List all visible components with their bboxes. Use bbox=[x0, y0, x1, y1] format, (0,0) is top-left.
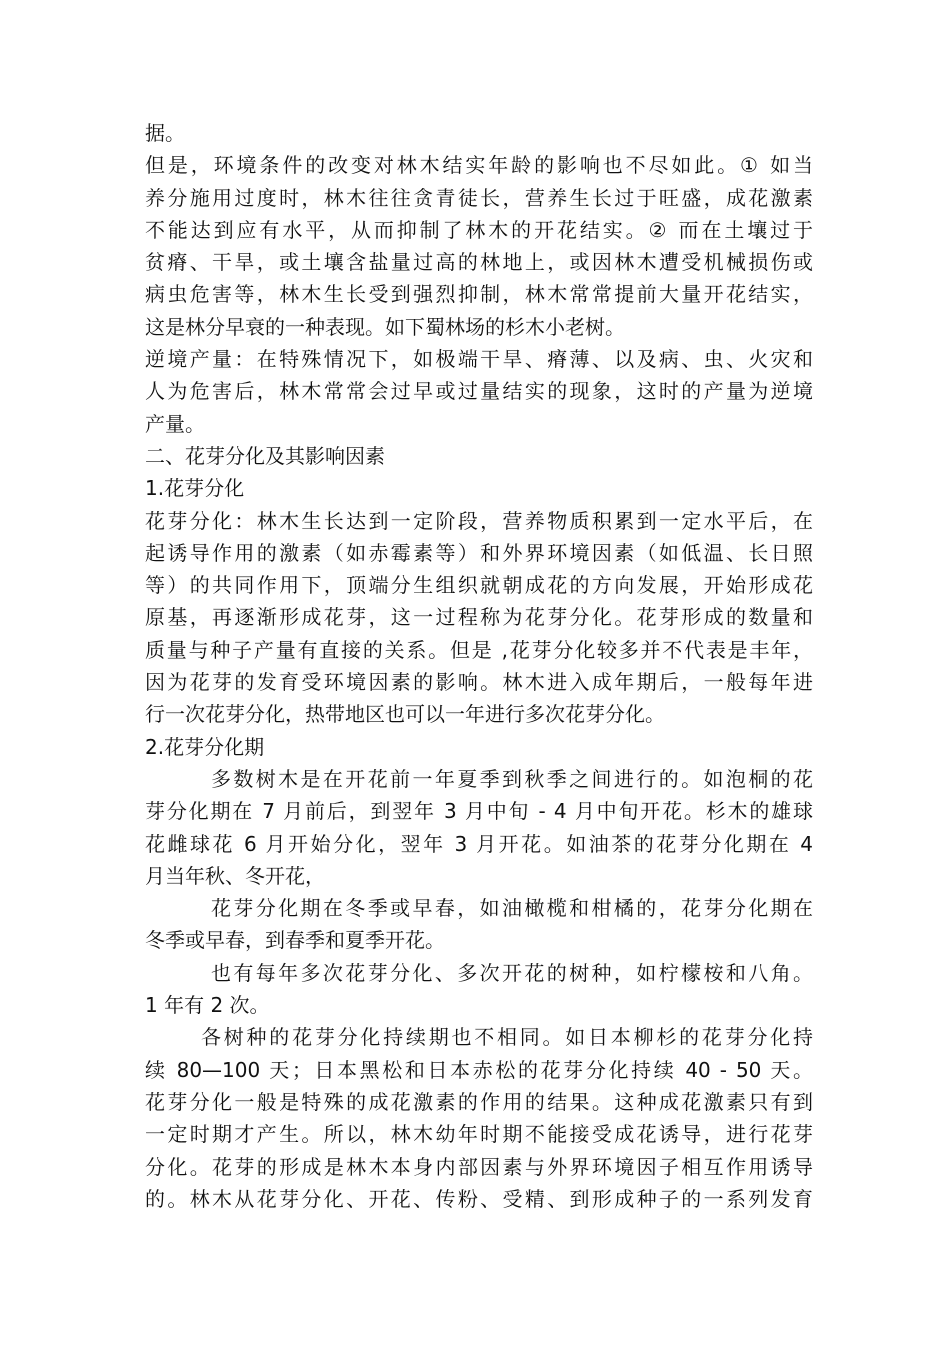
text-line: 行一次花芽分化，热带地区也可以一年进行多次花芽分化。 bbox=[145, 702, 665, 727]
text-line: 原基，再逐渐形成花芽，这一过程称为花芽分化。花芽形成的数量和 bbox=[145, 605, 813, 630]
text-line: 养分施用过度时，林木往往贪青徒长，营养生长过于旺盛，成花激素 bbox=[145, 185, 813, 210]
text-line: 芽分化期在 7 月前后，到翌年 3 月中旬 - 4 月中旬开花。杉木的雄球 bbox=[145, 799, 813, 824]
text-line: 产量。 bbox=[145, 411, 205, 436]
text-line: 据。 bbox=[145, 121, 185, 145]
text-line: 质量与种子产量有直接的关系。但是 ,花芽分化较多并不代表是丰年， bbox=[145, 637, 813, 662]
text-line: 月当年秋、冬开花， bbox=[145, 863, 325, 888]
text-line: 1 年有 2 次。 bbox=[145, 993, 270, 1018]
text-line: 花芽分化：林木生长达到一定阶段，营养物质积累到一定水平后，在 bbox=[145, 508, 813, 533]
text-line: 不能达到应有水平，从而抑制了林木的开花结实。② 而在土壤过于 bbox=[145, 217, 813, 242]
text-line: 分化。花芽的形成是林木本身内部因素与外界环境因子相互作用诱导 bbox=[145, 1154, 813, 1179]
text-line: 但是，环境条件的改变对林木结实年龄的影响也不尽如此。① 如当 bbox=[145, 153, 813, 178]
text-line: 等）的共同作用下，顶端分生组织就朝成花的方向发展，开始形成花 bbox=[145, 573, 813, 598]
text-line: 这是林分早衰的一种表现。如下蜀林场的杉木小老树。 bbox=[145, 314, 625, 339]
text-line: 花芽分化一般是特殊的成花激素的作用的结果。这种成花激素只有到 bbox=[145, 1089, 813, 1114]
text-line: 1.花芽分化 bbox=[145, 476, 245, 501]
text-line: 冬季或早春，到春季和夏季开花。 bbox=[145, 928, 445, 953]
text-line: 贫瘠、干旱，或土壤含盐量过高的林地上，或因林木遭受机械损伤或 bbox=[145, 250, 813, 275]
text-line: 各树种的花芽分化持续期也不相同。如日本柳杉的花芽分化持 bbox=[201, 1025, 813, 1050]
text-line: 续 80—100 天；日本黑松和日本赤松的花芽分化持续 40 - 50 天。 bbox=[145, 1057, 813, 1082]
text-line: 的。林木从花芽分化、开花、传粉、受精、到形成种子的一系列发育 bbox=[145, 1186, 813, 1211]
text-line: 花芽分化期在冬季或早春，如油橄榄和柑橘的，花芽分化期在 bbox=[211, 896, 813, 921]
text-line: 逆境产量：在特殊情况下，如极端干旱、瘠薄、以及病、虫、火灾和 bbox=[145, 347, 813, 372]
text-line: 因为花芽的发育受环境因素的影响。林木进入成年期后，一般每年进 bbox=[145, 670, 813, 695]
text-line: 花雌球花 6 月开始分化，翌年 3 月开花。如油茶的花芽分化期在 4 bbox=[145, 831, 813, 856]
text-line: 起诱导作用的激素（如赤霉素等）和外界环境因素（如低温、长日照 bbox=[145, 540, 813, 565]
text-line: 多数树木是在开花前一年夏季到秋季之间进行的。如泡桐的花 bbox=[211, 766, 813, 791]
text-line: 一定时期才产生。所以，林木幼年时期不能接受成花诱导，进行花芽 bbox=[145, 1122, 813, 1147]
text-line: 2.花芽分化期 bbox=[145, 734, 265, 759]
text-line: 病虫危害等，林木生长受到强烈抑制，林木常常提前大量开花结实， bbox=[145, 282, 813, 307]
text-line: 人为危害后，林木常常会过早或过量结实的现象，这时的产量为逆境 bbox=[145, 379, 813, 404]
text-line: 二、花芽分化及其影响因素 bbox=[145, 443, 385, 468]
document-body bbox=[145, 117, 813, 1215]
text-line: 也有每年多次花芽分化、多次开花的树种，如柠檬桉和八角。 bbox=[211, 960, 813, 985]
